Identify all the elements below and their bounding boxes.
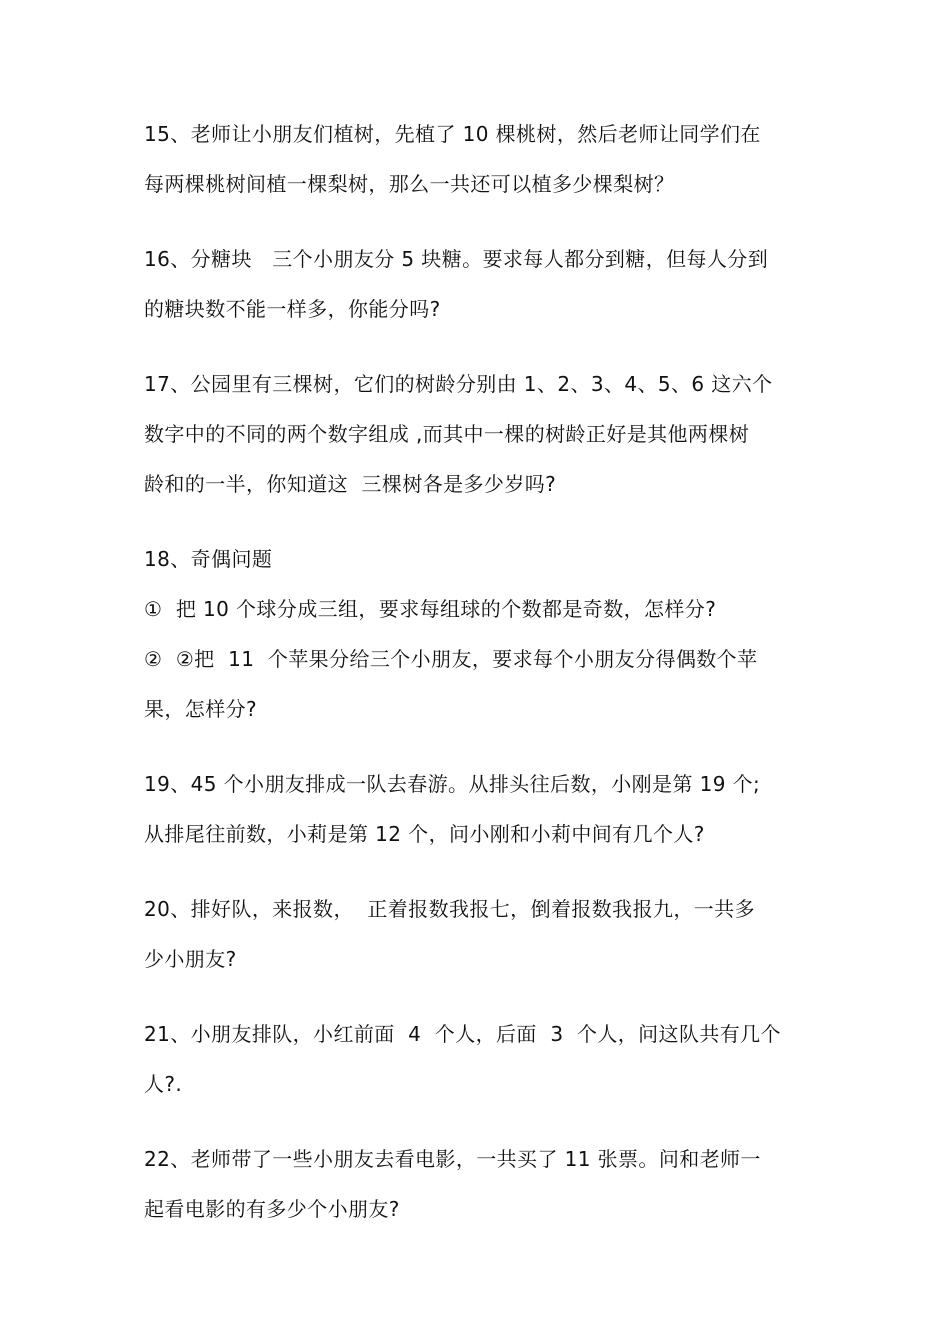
problem-19-line-2: 从排尾往前数，小莉是第 12 个，问小刚和小莉中间有几个人? [144,822,705,846]
problem-15-line-2: 每两棵桃树间植一棵梨树，那么一共还可以植多少棵梨树？ [144,172,675,196]
problem-21-line-1: 21、小朋友排队，小红前面 4 个人，后面 3 个人，问这队共有几个 [144,1022,781,1046]
problem-17-line-1: 17、公园里有三棵树，它们的树龄分别由 1、2、3、4、5、6 这六个 [144,372,773,396]
problem-20-line-1: 20、排好队，来报数， 正着报数我报七，倒着报数我报九，一共多 [144,897,755,921]
problem-18-line-3: ② ②把 11 个苹果分给三个小朋友，要求每个小朋友分得偶数个苹 [144,647,758,671]
problem-22-line-2: 起看电影的有多少个小朋友? [144,1197,400,1221]
problem-19-line-1: 19、45 个小朋友排成一队去春游。从排头往后数，小刚是第 19 个; [144,772,761,796]
problem-21-line-2: 人?. [144,1072,183,1096]
problem-18-line-1: 18、奇偶问题 [144,547,273,571]
problem-20-line-2: 少小朋友? [144,947,237,971]
problem-17-line-2: 数字中的不同的两个数字组成 ,而其中一棵的树龄正好是其他两棵树 [144,422,750,446]
problem-16-line-1: 16、分糖块 三个小朋友分 5 块糖。要求每人都分到糖，但每人分到 [144,247,769,271]
problem-18-line-4: 果，怎样分? [144,697,258,721]
problem-22-line-1: 22、老师带了一些小朋友去看电影，一共买了 11 张票。问和老师一 [144,1147,761,1171]
problem-18-line-2: ① 把 10 个球分成三组，要求每组球的个数都是奇数，怎样分? [144,597,717,621]
problem-17-line-3: 龄和的一半，你知道这 三棵树各是多少岁吗? [144,472,557,496]
problem-15-line-1: 15、老师让小朋友们植树，先植了 10 棵桃树，然后老师让同学们在 [144,122,761,146]
problem-16-line-2: 的糖块数不能一样多，你能分吗? [144,297,441,321]
